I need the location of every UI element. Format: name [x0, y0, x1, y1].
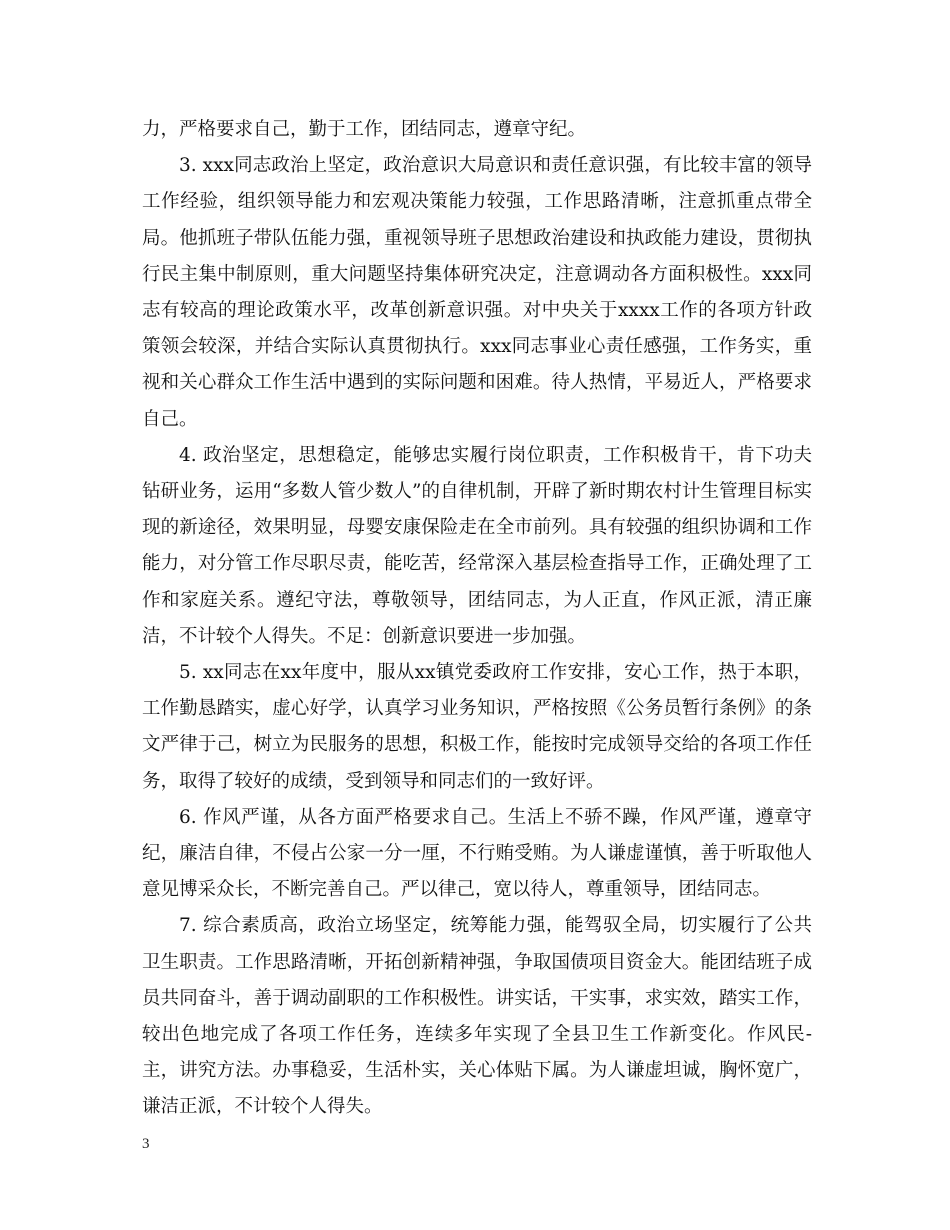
- paragraph-item-5: 5. xx同志在xx年度中，服从xx镇党委政府工作安排，安心工作，热于本职，工作勤恳踏实，虚心好学，认真学习业务知识，严格按照《公务员暂行条例》的条文严律于己，树立为民服务的思想，积极工作，能按时完成领导交给的各项工作任务，取得了较好的成绩，受到领导和同志们的一致好评。: [142, 662, 812, 792]
- paragraph-item-6: 6. 作风严谨，从各方面严格要求自己。生活上不骄不躁，作风严谨，遵章守纪，廉洁自律，不侵占公家一分一厘，不行贿受贿。为人谦虚谨慎，善于听取他人意见博采众长，不断完善自己。严以律己，宽以待人，尊重领导，团结同志。: [142, 806, 812, 901]
- page-number: 3: [142, 1136, 150, 1152]
- paragraph-continuation: 力，严格要求自己，勤于工作，团结同志，遵章守纪。: [142, 119, 587, 140]
- paragraph-item-4: 4. 政治坚定，思想稳定，能够忠实履行岗位职责，工作积极肯干，肯下功夫钻研业务，运用“多数人管少数人”的自律机制，开辟了新时期农村计生管理目标实现的新途径，效果明显，母婴安康保险走在全市前列。具有较强的组织协调和工作能力，对分管工作尽职尽责，能吃苦，经常深入基层检查指导工作，正确处理了工作和家庭关系。遵纪守法，尊敬领导，团结同志，为人正直，作风正派，清正廉洁，不计较个人得失。不足：创新意识要进一步加强。: [142, 444, 812, 647]
- document-body: [142, 112, 812, 1126]
- paragraph-item-7: 7. 综合素质高，政治立场坚定，统筹能力强，能驾驭全局，切实履行了公共卫生职责。工作思路清晰，开拓创新精神强，争取国债项目资金大。能团结班子成员共同奋斗，善于调动副职的工作积极性。讲实话，干实事，求实效，踏实工作，较出色地完成了各项工作任务，连续多年实现了全县卫生工作新变化。作风民-主，讲究方法。办事稳妥，生活朴实，关心体贴下属。为人谦虚坦诚，胸怀宽广，谦洁正派，不计较个人得失。: [142, 915, 812, 1118]
- paragraph-item-3: 3. xxx同志政治上坚定，政治意识大局意识和责任意识强，有比较丰富的领导工作经验，组织领导能力和宏观决策能力较强，工作思路清晰，注意抓重点带全局。他抓班子带队伍能力强，重视领导班子思想政治建设和执政能力建设，贯彻执行民主集中制原则，重大问题坚持集体研究决定，注意调动各方面积极性。xxx同志有较高的理论政策水平，改革创新意识强。对中央关于xxxx工作的各项方针政策领会较深，并结合实际认真贯彻执行。xxx同志事业心责任感强，工作务实，重视和关心群众工作生活中遇到的实际问题和困难。待人热情，平易近人，严格要求自己。: [142, 155, 812, 430]
